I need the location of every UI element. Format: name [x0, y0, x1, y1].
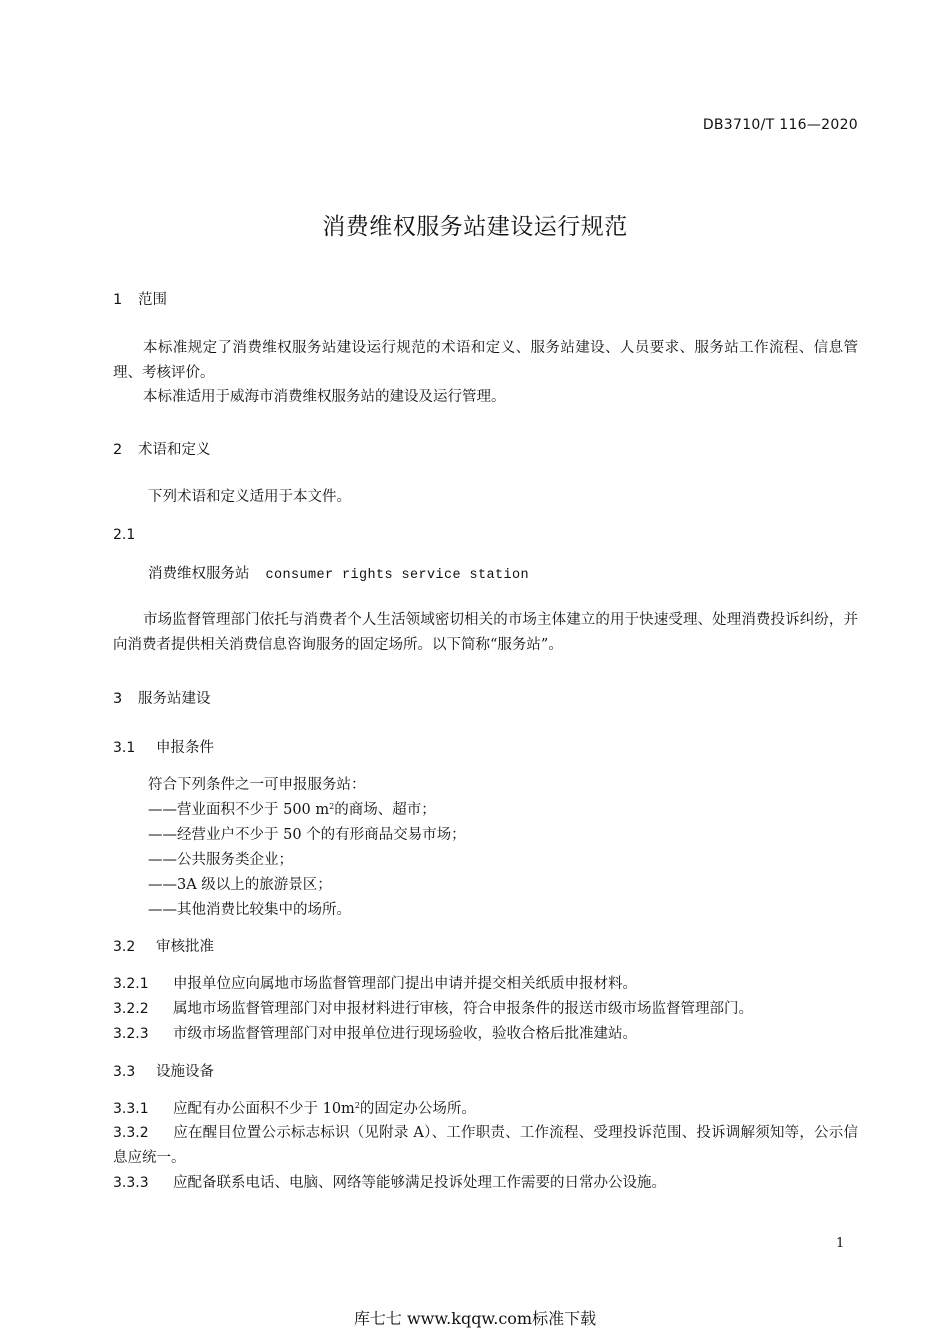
section-number: 1: [113, 292, 123, 308]
clause-number: 3.3.3: [113, 1175, 149, 1191]
list-item: ——其他消费比较集中的场所。: [148, 902, 351, 918]
section-title: 范围: [138, 292, 167, 308]
paragraph: 本标准适用于威海市消费维权服务站的建设及运行管理。: [143, 389, 506, 405]
list-item: ——营业面积不少于 500 $m^2$的商场、超市；: [148, 802, 436, 818]
subsection-number: 2.1: [113, 527, 136, 543]
section-number: 3: [113, 691, 123, 707]
clause-number: 3.3.2: [113, 1125, 149, 1141]
page-number: 1: [836, 1236, 845, 1251]
document-number: DB3710/T 116—2020: [702, 117, 858, 133]
clause: 3.3.2 应在醒目位置公示标志标识（见附录 A）、工作职责、工作流程、受理投诉范围、投诉调解须知等，公示信息应统一。: [113, 1121, 858, 1171]
subsection-3-3-heading: [113, 1060, 214, 1081]
clause: 3.2.1 申报单位应向属地市场监督管理部门提出申请并提交相关纸质申报材料。: [113, 976, 637, 992]
paragraph: 本标准规定了消费维权服务站建设运行规范的术语和定义、服务站建设、人员要求、服务站工作流程、信息管理、考核评价。: [113, 340, 858, 381]
list-item: ——经营业户不少于 50 个的有形商品交易市场；: [148, 827, 466, 843]
clause: 3.3.3 应配备联系电话、电脑、网络等能够满足投诉处理工作需要的日常办公设施。: [113, 1175, 666, 1191]
subsection-number: 3.1: [113, 740, 136, 756]
clause: 3.2.2 属地市场监督管理部门对申报材料进行审核，符合申报条件的报送市级市场监督管理部门。: [113, 1001, 753, 1017]
clause-number: 3.2.3: [113, 1026, 149, 1042]
subsection-number: 3.2: [113, 939, 136, 955]
term-entry: [148, 562, 529, 583]
section-number: 2: [113, 442, 123, 458]
term-definition: 市场监督管理部门依托与消费者个人生活领域密切相关的市场主体建立的用于快速受理、处理消费投诉纠纷，并向消费者提供相关消费信息咨询服务的固定场所。以下简称“服务站”。: [113, 612, 858, 653]
list-item: ——3A 级以上的旅游景区；: [148, 877, 332, 893]
subsection-3-2-heading: [113, 935, 214, 956]
footer-watermark: 库七七 www.kqqw.com标准下载: [353, 1309, 597, 1328]
section-3-heading: [113, 687, 211, 708]
paragraph: 符合下列条件之一可申报服务站：: [148, 777, 366, 793]
section-1-heading: [113, 288, 167, 309]
clause: 3.3.1 应配有办公面积不少于 $10m^2$的固定办公场所。: [113, 1101, 476, 1117]
section-2-heading: [113, 438, 211, 459]
subsection-number: 3.3: [113, 1064, 136, 1080]
term-chinese: 消费维权服务站: [148, 566, 250, 582]
page-title: 消费维权服务站建设运行规范: [322, 214, 628, 240]
clause-number: 3.2.2: [113, 1001, 149, 1017]
term-english: consumer rights service station: [265, 568, 530, 583]
subsection-title: 申报条件: [156, 740, 214, 756]
section-title: 术语和定义: [138, 442, 211, 458]
list-item: ——公共服务类企业；: [148, 852, 293, 868]
subsection-title: 设施设备: [156, 1064, 214, 1080]
section-title: 服务站建设: [138, 691, 211, 707]
subsection-3-1-heading: [113, 736, 214, 757]
clause-number: 3.2.1: [113, 976, 149, 992]
clause-number: 3.3.1: [113, 1101, 149, 1117]
clause: 3.2.3 市级市场监督管理部门对申报单位进行现场验收，验收合格后批准建站。: [113, 1026, 637, 1042]
paragraph: 下列术语和定义适用于本文件。: [148, 489, 351, 505]
subsection-title: 审核批准: [156, 939, 214, 955]
